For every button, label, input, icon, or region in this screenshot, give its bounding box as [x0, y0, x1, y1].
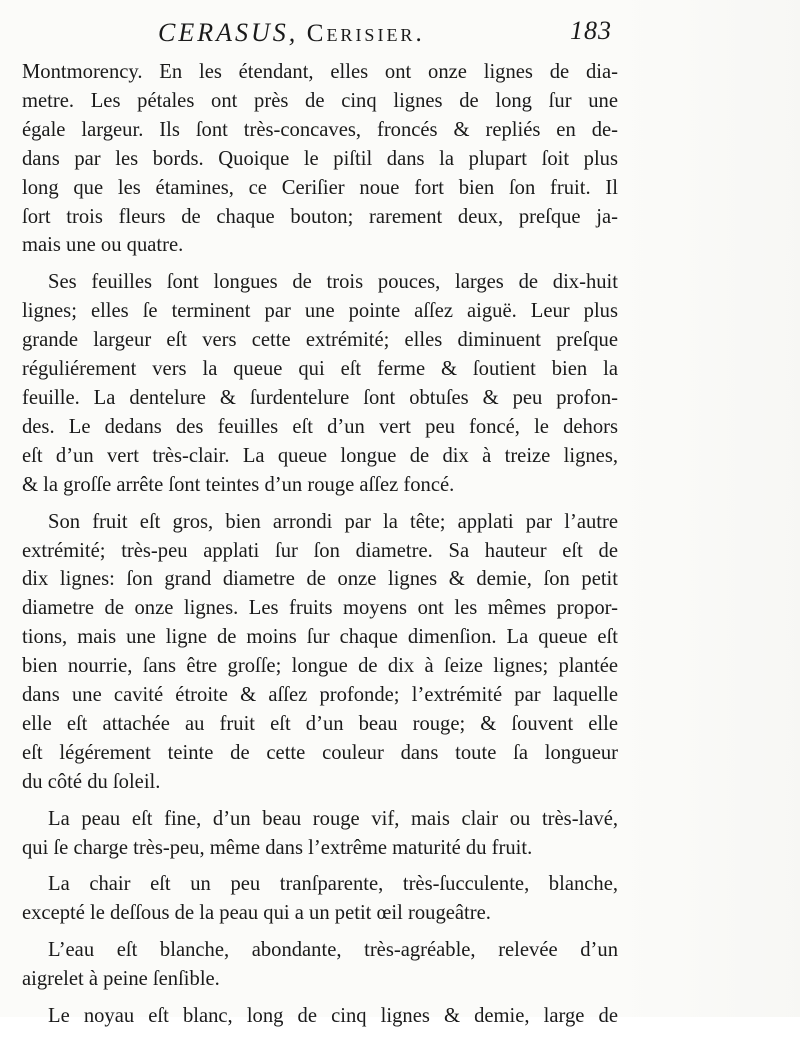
text-line: metre. Les pétales ont près de cinq lignes de long ſur une: [22, 89, 618, 112]
text-line: mais une ou quatre.: [22, 234, 184, 257]
text-line: extrémité; très-peu applati ſur ſon diametre. Sa hauteur eſt de: [22, 539, 618, 562]
text-line: La peau eſt fine, d’un beau rouge vif, mais clair ou très-lavé,: [48, 807, 618, 830]
text-line: qui ſe charge très-peu, même dans l’extrême maturité du fruit.: [22, 836, 533, 859]
paragraph: [22, 508, 618, 797]
text-line: égale largeur. Ils ſont très-concaves, froncés & repliés en de-: [22, 118, 618, 141]
genus-name: CERASUS,: [158, 18, 299, 47]
text-line: & la groſſe arrête ſont teintes d’un rouge aſſez foncé.: [22, 473, 455, 496]
running-header: [0, 14, 800, 54]
running-title: [158, 18, 425, 48]
page-shading: [620, 0, 800, 1017]
text-line: réguliérement vers la queue qui eſt ferme & ſoutient bien la: [22, 358, 618, 381]
paragraph: [22, 936, 618, 994]
paragraph: [22, 268, 618, 499]
text-line: du côté du ſoleil.: [22, 770, 161, 793]
paragraph: [22, 870, 618, 928]
text-line: dans par les bords. Quoique le piſtil dans la plupart ſoit plus: [22, 147, 618, 170]
text-line: aigrelet à peine ſenſible.: [22, 968, 220, 991]
text-line: feuille. La dentelure & ſurdentelure ſont obtuſes & peu profon-: [22, 386, 618, 409]
common-name: Cerisier.: [306, 20, 425, 47]
page-number: 183: [570, 16, 612, 45]
text-line: grande largeur eſt vers cette extrémité; elles diminuent preſque: [22, 329, 618, 352]
text-line: lignes; elles ſe terminent par une pointe aſſez aiguë. Leur plus: [22, 300, 618, 323]
text-line: Ses feuilles ſont longues de trois pouces, larges de dix-huit: [48, 271, 618, 294]
paragraph: [22, 58, 618, 260]
text-line: des. Le dedans des feuilles eſt d’un vert peu foncé, le dehors: [22, 415, 618, 438]
text-line: dix lignes: ſon grand diametre de onze lignes & demie, ſon petit: [22, 568, 618, 591]
paragraph: [22, 805, 618, 863]
text-line: tions, mais une ligne de moins ſur chaque dimenſion. La queue eſt: [22, 626, 618, 649]
text-line: L’eau eſt blanche, abondante, très-agréable, relevée d’un: [48, 939, 618, 962]
text-line: La chair eſt un peu tranſparente, très-ſucculente, blanche,: [48, 873, 618, 896]
text-line: elle eſt attachée au fruit eſt d’un beau rouge; & ſouvent elle: [22, 712, 618, 735]
text-line: Son fruit eſt gros, bien arrondi par la tête; applati par l’autre: [48, 510, 618, 533]
text-line: diametre de onze lignes. Les fruits moyens ont les mêmes propor-: [22, 597, 618, 620]
text-line: Montmorency. En les étendant, elles ont onze lignes de dia-: [22, 61, 618, 83]
text-line: eſt d’un vert très-clair. La queue longue de dix à treize lignes,: [22, 444, 618, 467]
text-line: dans une cavité étroite & aſſez profonde; l’extrémité par laquelle: [22, 684, 618, 707]
body-text: [22, 58, 618, 1039]
text-line: excepté le deſſous de la peau qui a un petit œil rougeâtre.: [22, 902, 491, 925]
text-line: bien nourrie, ſans être groſſe; longue de dix à ſeize lignes; plantée: [22, 655, 618, 678]
text-line: long que les étamines, ce Ceriſier noue fort bien ſon fruit. Il: [22, 176, 618, 199]
text-line: Le noyau eſt blanc, long de cinq lignes & demie, large de: [48, 1005, 618, 1028]
text-line: ſort trois fleurs de chaque bouton; rarement deux, preſque ja-: [22, 205, 618, 228]
text-line: eſt légérement teinte de cette couleur dans toute ſa longueur: [22, 741, 618, 764]
